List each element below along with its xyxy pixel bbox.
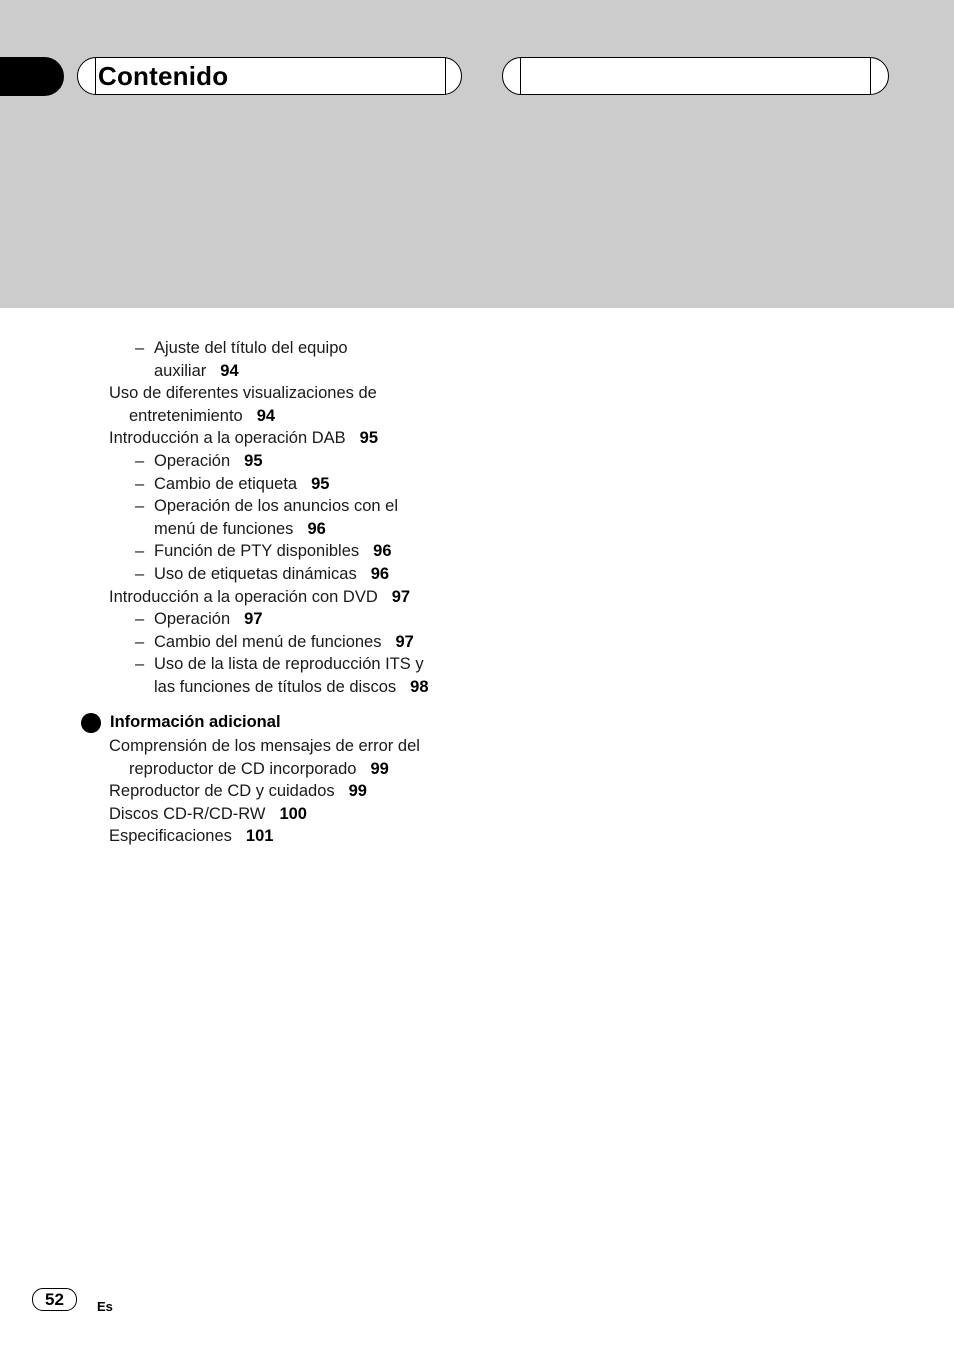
toc-page-number: 97 (391, 587, 411, 606)
toc-entry-text: Uso de la lista de reproducción ITS y (154, 655, 424, 674)
toc-entry-text: menú de funciones (154, 519, 294, 538)
toc-entry[interactable] (129, 758, 389, 780)
toc-subentry[interactable] (154, 337, 348, 359)
toc-subentry[interactable] (154, 608, 263, 630)
toc-page-number: 99 (370, 759, 389, 778)
header-band (0, 0, 954, 308)
toc-page-number: 101 (245, 827, 274, 846)
blank-box-divider-left (520, 58, 521, 95)
toc-entry-text: Uso de etiquetas dinámicas (154, 565, 357, 583)
toc-entry[interactable] (109, 780, 367, 802)
section-bullet-icon (81, 713, 101, 733)
toc-entry-text: reproductor de CD incorporado (129, 759, 357, 778)
toc-entry-text: entretenimiento (129, 406, 243, 425)
toc-entry-text: Ajuste del título del equipo (154, 339, 348, 357)
title-box-divider-right (445, 58, 446, 95)
toc-subentry[interactable] (154, 653, 424, 675)
toc-page-number: 94 (256, 406, 276, 425)
toc-page-number: 97 (395, 632, 414, 651)
toc-entry-text: Introducción a la operación DAB (109, 429, 346, 448)
toc-page-number: 96 (373, 542, 392, 561)
toc-page-number: 96 (307, 519, 326, 538)
toc-page-number: 95 (244, 452, 263, 470)
toc-dash: – (135, 610, 145, 629)
section-heading: Información adicional (110, 713, 281, 731)
toc-entry-text: Introducción a la operación con DVD (109, 587, 378, 606)
toc-entry[interactable] (109, 586, 410, 608)
toc-entry-text: Discos CD-R/CD-RW (109, 804, 266, 823)
toc-entry-text: Cambio de etiqueta (154, 474, 298, 493)
section-tab-marker (0, 57, 64, 96)
toc-subentry[interactable] (154, 518, 326, 540)
toc-subentry[interactable] (154, 540, 392, 562)
toc-entry[interactable] (109, 803, 307, 825)
toc-entry-text: Uso de diferentes visualizaciones de (109, 384, 377, 403)
toc-subentry[interactable] (154, 360, 239, 382)
toc-subentry[interactable] (154, 473, 329, 495)
toc-page-number: 100 (279, 804, 307, 823)
toc-entry[interactable] (109, 825, 273, 847)
toc-entry-text: Operación (154, 452, 231, 470)
toc-subentry[interactable] (154, 495, 398, 517)
toc-page-number: 94 (220, 361, 239, 380)
title-box-divider-left (95, 58, 96, 95)
toc-page-number: 97 (244, 610, 263, 629)
toc-page-number: 98 (410, 678, 429, 696)
toc-entry[interactable] (109, 735, 420, 757)
title-box (77, 57, 462, 95)
toc-subentry[interactable] (154, 450, 263, 472)
language-code: Es (97, 1299, 113, 1314)
toc-entry-text: auxiliar (154, 361, 207, 380)
toc-entry-text: Especificaciones (109, 827, 232, 846)
toc-entry[interactable] (109, 427, 378, 449)
toc-page-number: 96 (370, 565, 390, 583)
toc-page-number: 95 (359, 429, 378, 448)
toc-entry-text: Cambio del menú de funciones (154, 632, 382, 651)
toc-page-number: 95 (311, 474, 330, 493)
toc-entry-text: Operación (154, 610, 231, 629)
blank-box-divider-right (870, 58, 871, 95)
toc-entry[interactable] (129, 405, 275, 427)
blank-header-box (502, 57, 889, 95)
toc-subentry[interactable] (154, 563, 389, 585)
toc-entry-text: Operación de los anuncios con el (154, 497, 398, 516)
toc-dash: – (135, 474, 145, 493)
toc-entry-text: Función de PTY disponibles (154, 542, 360, 561)
toc-dash: – (135, 565, 145, 583)
toc-dash: – (135, 497, 145, 516)
toc-dash: – (135, 542, 145, 561)
toc-subentry[interactable] (154, 676, 429, 698)
page-title: Contenido (98, 61, 229, 91)
toc-entry-text: las funciones de títulos de discos (154, 678, 397, 696)
toc-dash: – (135, 339, 145, 357)
toc-subentry[interactable] (154, 631, 414, 653)
toc-page-number: 99 (348, 782, 367, 801)
toc-dash: – (135, 452, 145, 470)
page-number: 52 (32, 1288, 77, 1311)
toc-entry-text: Reproductor de CD y cuidados (109, 782, 335, 801)
toc-entry[interactable] (109, 382, 377, 404)
toc-dash: – (135, 632, 145, 651)
toc-dash: – (135, 655, 145, 674)
toc-entry-text: Comprensión de los mensajes de error del (109, 737, 420, 755)
